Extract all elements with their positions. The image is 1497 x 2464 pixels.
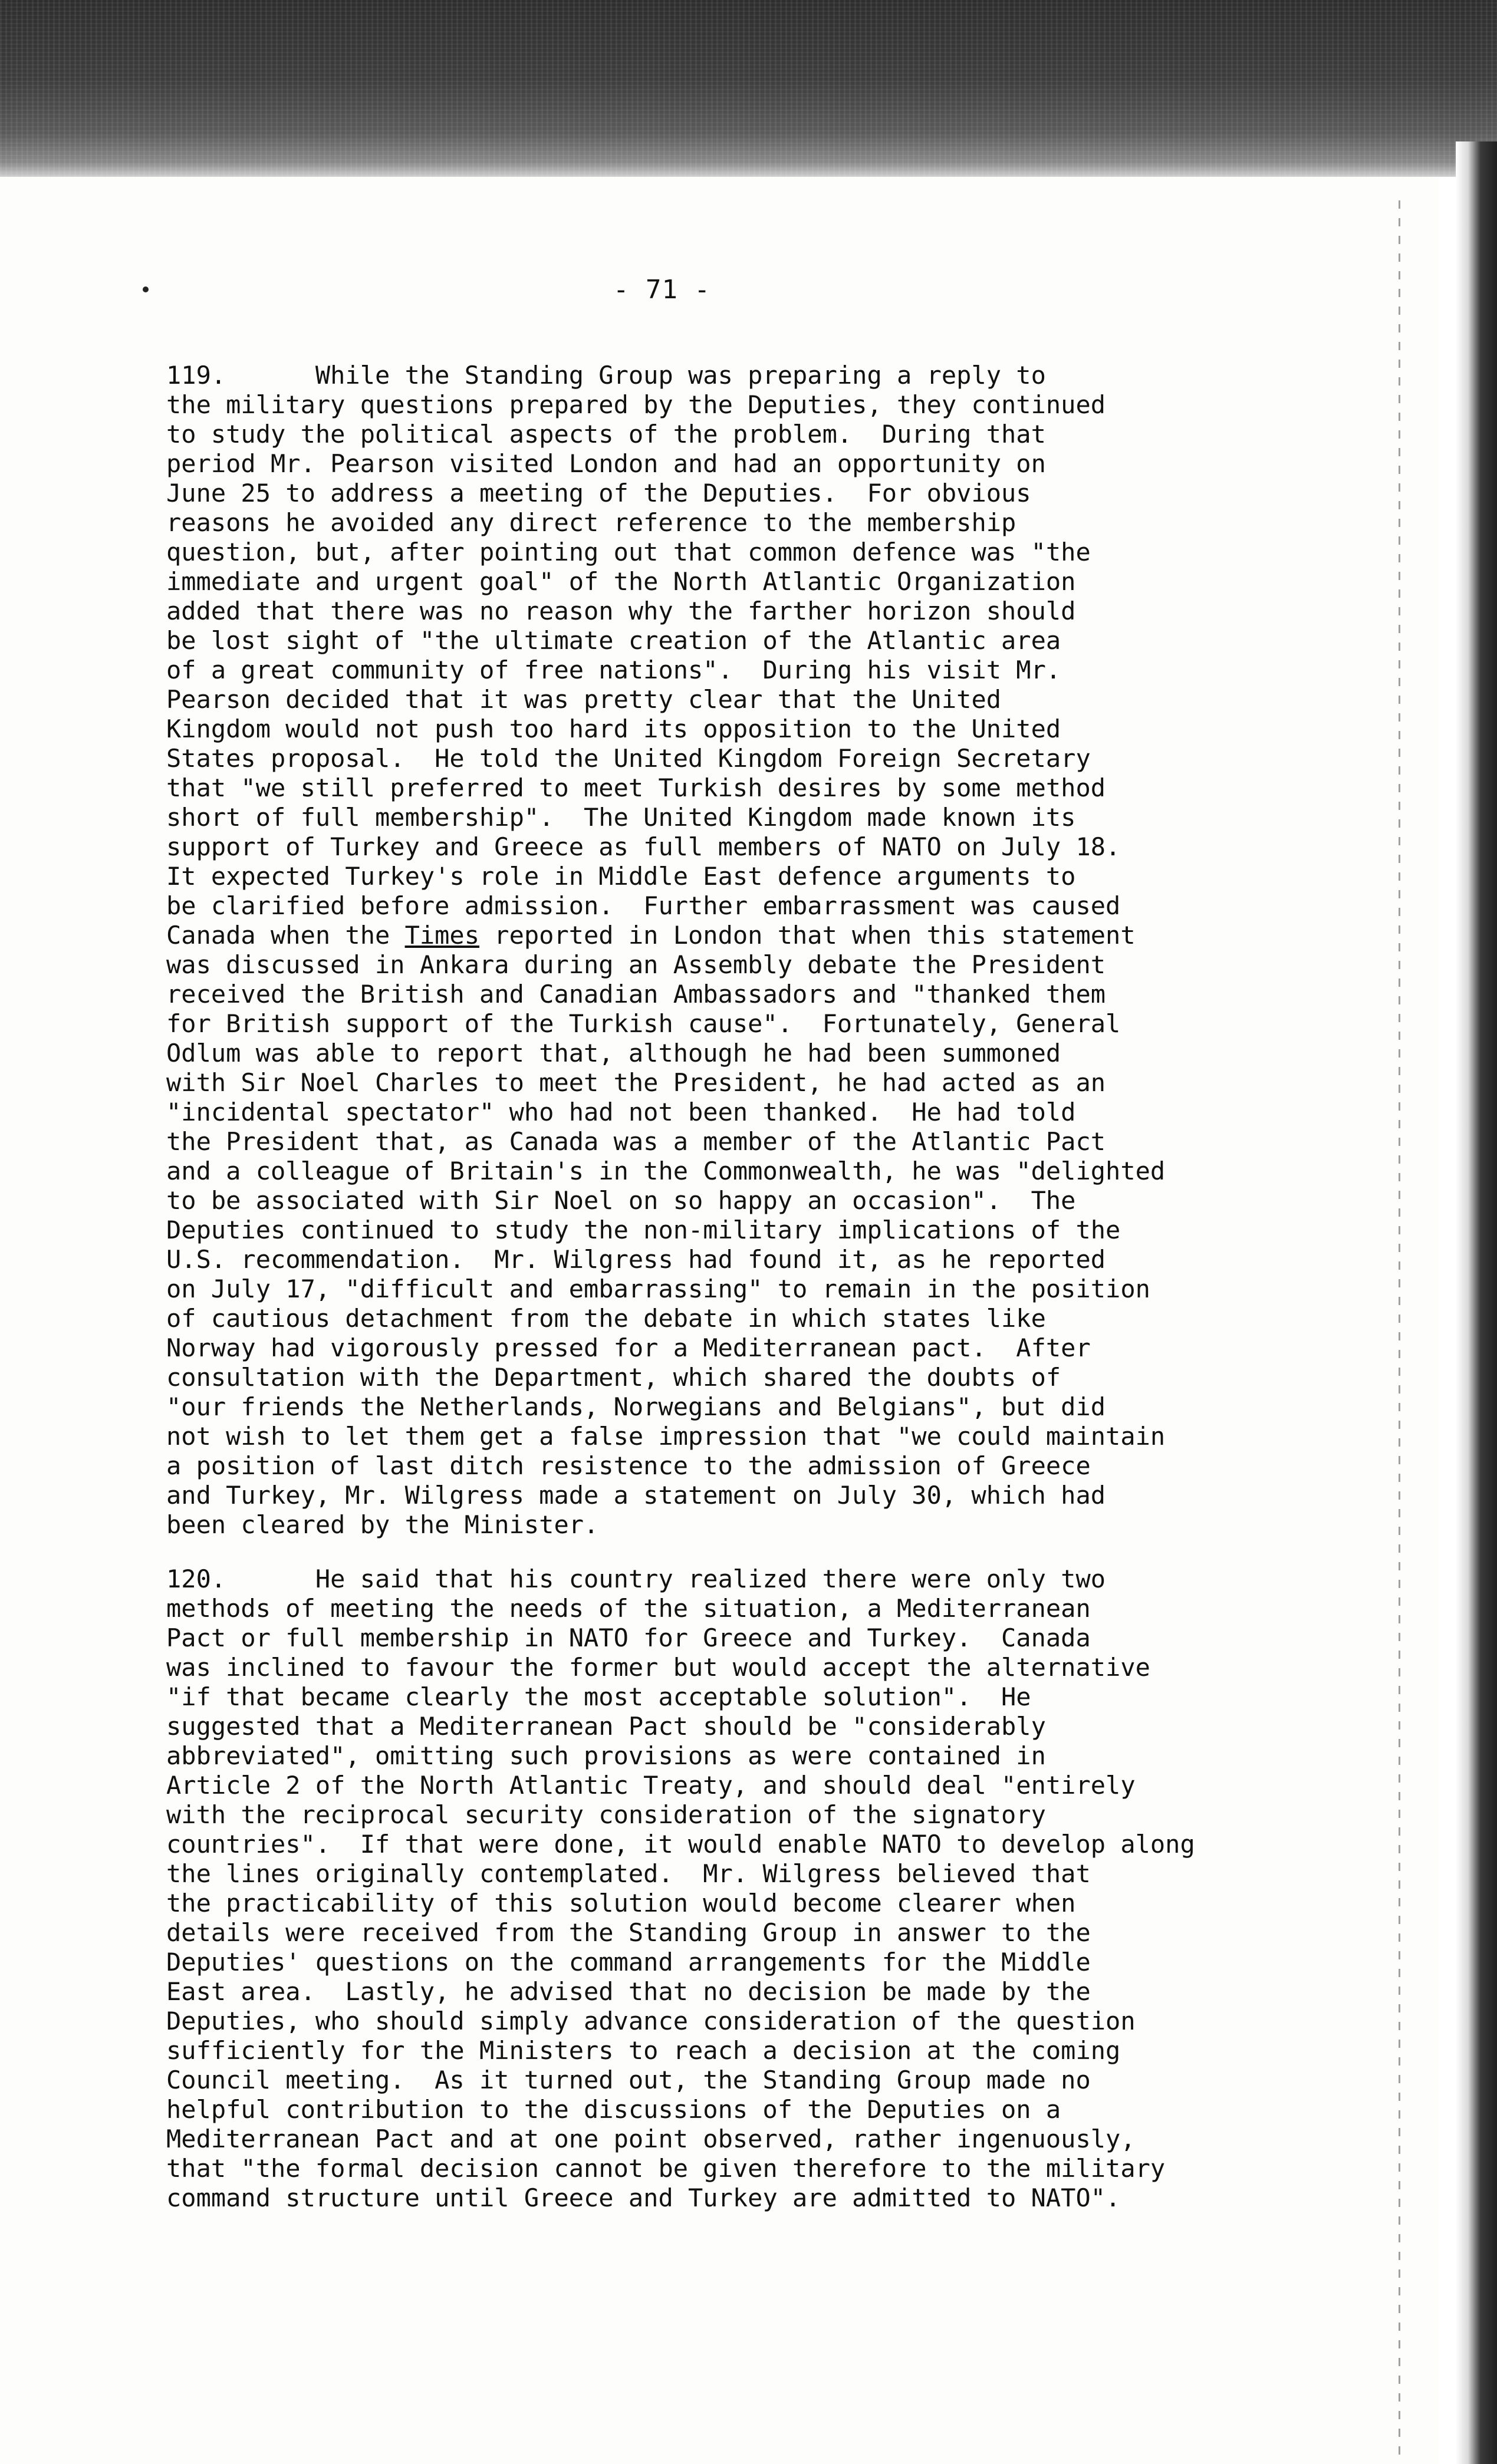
text-line: It expected Turkey's role in Middle East defence arguments to — [166, 862, 1076, 891]
text-line: Article 2 of the North Atlantic Treaty, and should deal "entirely — [166, 1771, 1136, 1800]
text-line: on July 17, "difficult and embarrassing" to remain in the position — [166, 1274, 1150, 1303]
text-line: that "the formal decision cannot be given therefore to the military — [166, 2154, 1166, 2183]
text-line: of cautious detachment from the debate in which states like — [166, 1304, 1046, 1333]
text-line: Pearson decided that it was pretty clear that the United — [166, 685, 1002, 714]
text-line: be lost sight of "the ultimate creation of the Atlantic area — [166, 626, 1061, 655]
text-line: that "we still preferred to meet Turkish desires by some method — [166, 773, 1106, 802]
text-line: be clarified before admission. Further embarrassment was caused — [166, 891, 1121, 920]
text-line: helpful contribution to the discussions of the Deputies on a — [166, 2095, 1061, 2124]
underlined-title: Times — [404, 921, 480, 950]
text-line: to study the political aspects of the problem. During that — [166, 420, 1046, 449]
text-line: added that there was no reason why the farther horizon should — [166, 597, 1076, 625]
text-line: the lines originally contemplated. Mr. Wilgress believed that — [166, 1859, 1091, 1888]
text-line: and Turkey, Mr. Wilgress made a statement on July 30, which had — [166, 1481, 1106, 1510]
page-number: - 71 - — [613, 275, 710, 305]
text-line: a position of last ditch resistence to the admission of Greece — [166, 1451, 1091, 1480]
text-line: 120. He said that his country realized there were only two — [166, 1564, 1106, 1593]
text-line: period Mr. Pearson visited London and had an opportunity on — [166, 449, 1046, 478]
text-line: the President that, as Canada was a member of the Atlantic Pact — [166, 1127, 1106, 1156]
text-line: been cleared by the Minister. — [166, 1510, 599, 1539]
text-line: U.S. recommendation. Mr. Wilgress had found it, as he reported — [166, 1245, 1106, 1274]
text-line: Council meeting. As it turned out, the Standing Group made no — [166, 2066, 1091, 2094]
text-line: Norway had vigorously pressed for a Mediterranean pact. After — [166, 1333, 1091, 1362]
text-line: abbreviated", omitting such provisions as were contained in — [166, 1741, 1046, 1770]
paragraph-119 — [166, 361, 1416, 1540]
text-line: of a great community of free nations". During his visit Mr. — [166, 655, 1061, 684]
text-line: June 25 to address a meeting of the Deputies. For obvious — [166, 479, 1031, 508]
text-line: consultation with the Department, which shared the doubts of — [166, 1363, 1061, 1392]
text-line: Mediterranean Pact and at one point observed, rather ingenuously, — [166, 2124, 1136, 2153]
text-line: command structure until Greece and Turkey are admitted to NATO". — [166, 2183, 1121, 2212]
text-line: Deputies' questions on the command arrangements for the Middle — [166, 1948, 1091, 1977]
text-line: Deputies, who should simply advance consideration of the question — [166, 2007, 1136, 2035]
text-line: was discussed in Ankara during an Assembly debate the President — [166, 950, 1106, 979]
text-line: for British support of the Turkish cause". Fortunately, General — [166, 1009, 1121, 1038]
text-line: methods of meeting the needs of the situation, a Mediterranean — [166, 1594, 1091, 1623]
text-line: details were received from the Standing Group in answer to the — [166, 1918, 1091, 1947]
text-line: was inclined to favour the former but would accept the alternative — [166, 1653, 1150, 1682]
text-line: Pact or full membership in NATO for Greece and Turkey. Canada — [166, 1623, 1091, 1652]
text-line: "if that became clearly the most acceptable solution". He — [166, 1682, 1031, 1711]
scanner-binder-edge — [0, 0, 1497, 177]
text-line: "incidental spectator" who had not been thanked. He had told — [166, 1098, 1076, 1126]
text-line: Odlum was able to report that, although he had been summoned — [166, 1039, 1061, 1068]
text-line: with the reciprocal security consideration of the signatory — [166, 1800, 1046, 1829]
text-line: to be associated with Sir Noel on so happy an occasion". The — [166, 1186, 1076, 1215]
text-line: suggested that a Mediterranean Pact should be "considerably — [166, 1712, 1046, 1741]
stray-mark — [143, 286, 149, 292]
text-line: Deputies continued to study the non-military implications of the — [166, 1215, 1121, 1244]
text-line: short of full membership". The United Kingdom made known its — [166, 803, 1076, 832]
paragraph-120 — [166, 1564, 1416, 2213]
text-line: Canada when the Times reported in London that when this statement — [166, 921, 1136, 950]
text-line: immediate and urgent goal" of the North Atlantic Organization — [166, 567, 1076, 596]
text-line: not wish to let them get a false impression that "we could maintain — [166, 1422, 1166, 1451]
text-line: sufficiently for the Ministers to reach a decision at the coming — [166, 2036, 1121, 2065]
text-line: "our friends the Netherlands, Norwegians and Belgians", but did — [166, 1392, 1106, 1421]
text-line: reasons he avoided any direct reference to the membership — [166, 508, 1016, 537]
text-line: and a colleague of Britain's in the Commonwealth, he was "delighted — [166, 1157, 1166, 1185]
text-line: 119. While the Standing Group was preparing a reply to — [166, 361, 1046, 390]
text-line: States proposal. He told the United Kingdom Foreign Secretary — [166, 744, 1091, 773]
text-line: East area. Lastly, he advised that no decision be made by the — [166, 1977, 1091, 2006]
text-line: the military questions prepared by the Deputies, they continued — [166, 390, 1106, 419]
text-line: the practicability of this solution would become clearer when — [166, 1889, 1076, 1918]
text-line: support of Turkey and Greece as full members of NATO on July 18. — [166, 832, 1121, 861]
text-line: Kingdom would not push too hard its opposition to the United — [166, 714, 1061, 743]
text-line: received the British and Canadian Ambassadors and "thanked them — [166, 980, 1106, 1009]
text-line: question, but, after pointing out that common defence was "the — [166, 538, 1091, 566]
text-line: countries". If that were done, it would enable NATO to develop along — [166, 1830, 1195, 1859]
scanner-right-edge — [1456, 141, 1497, 2464]
text-line: with Sir Noel Charles to meet the President, he had acted as an — [166, 1068, 1106, 1097]
